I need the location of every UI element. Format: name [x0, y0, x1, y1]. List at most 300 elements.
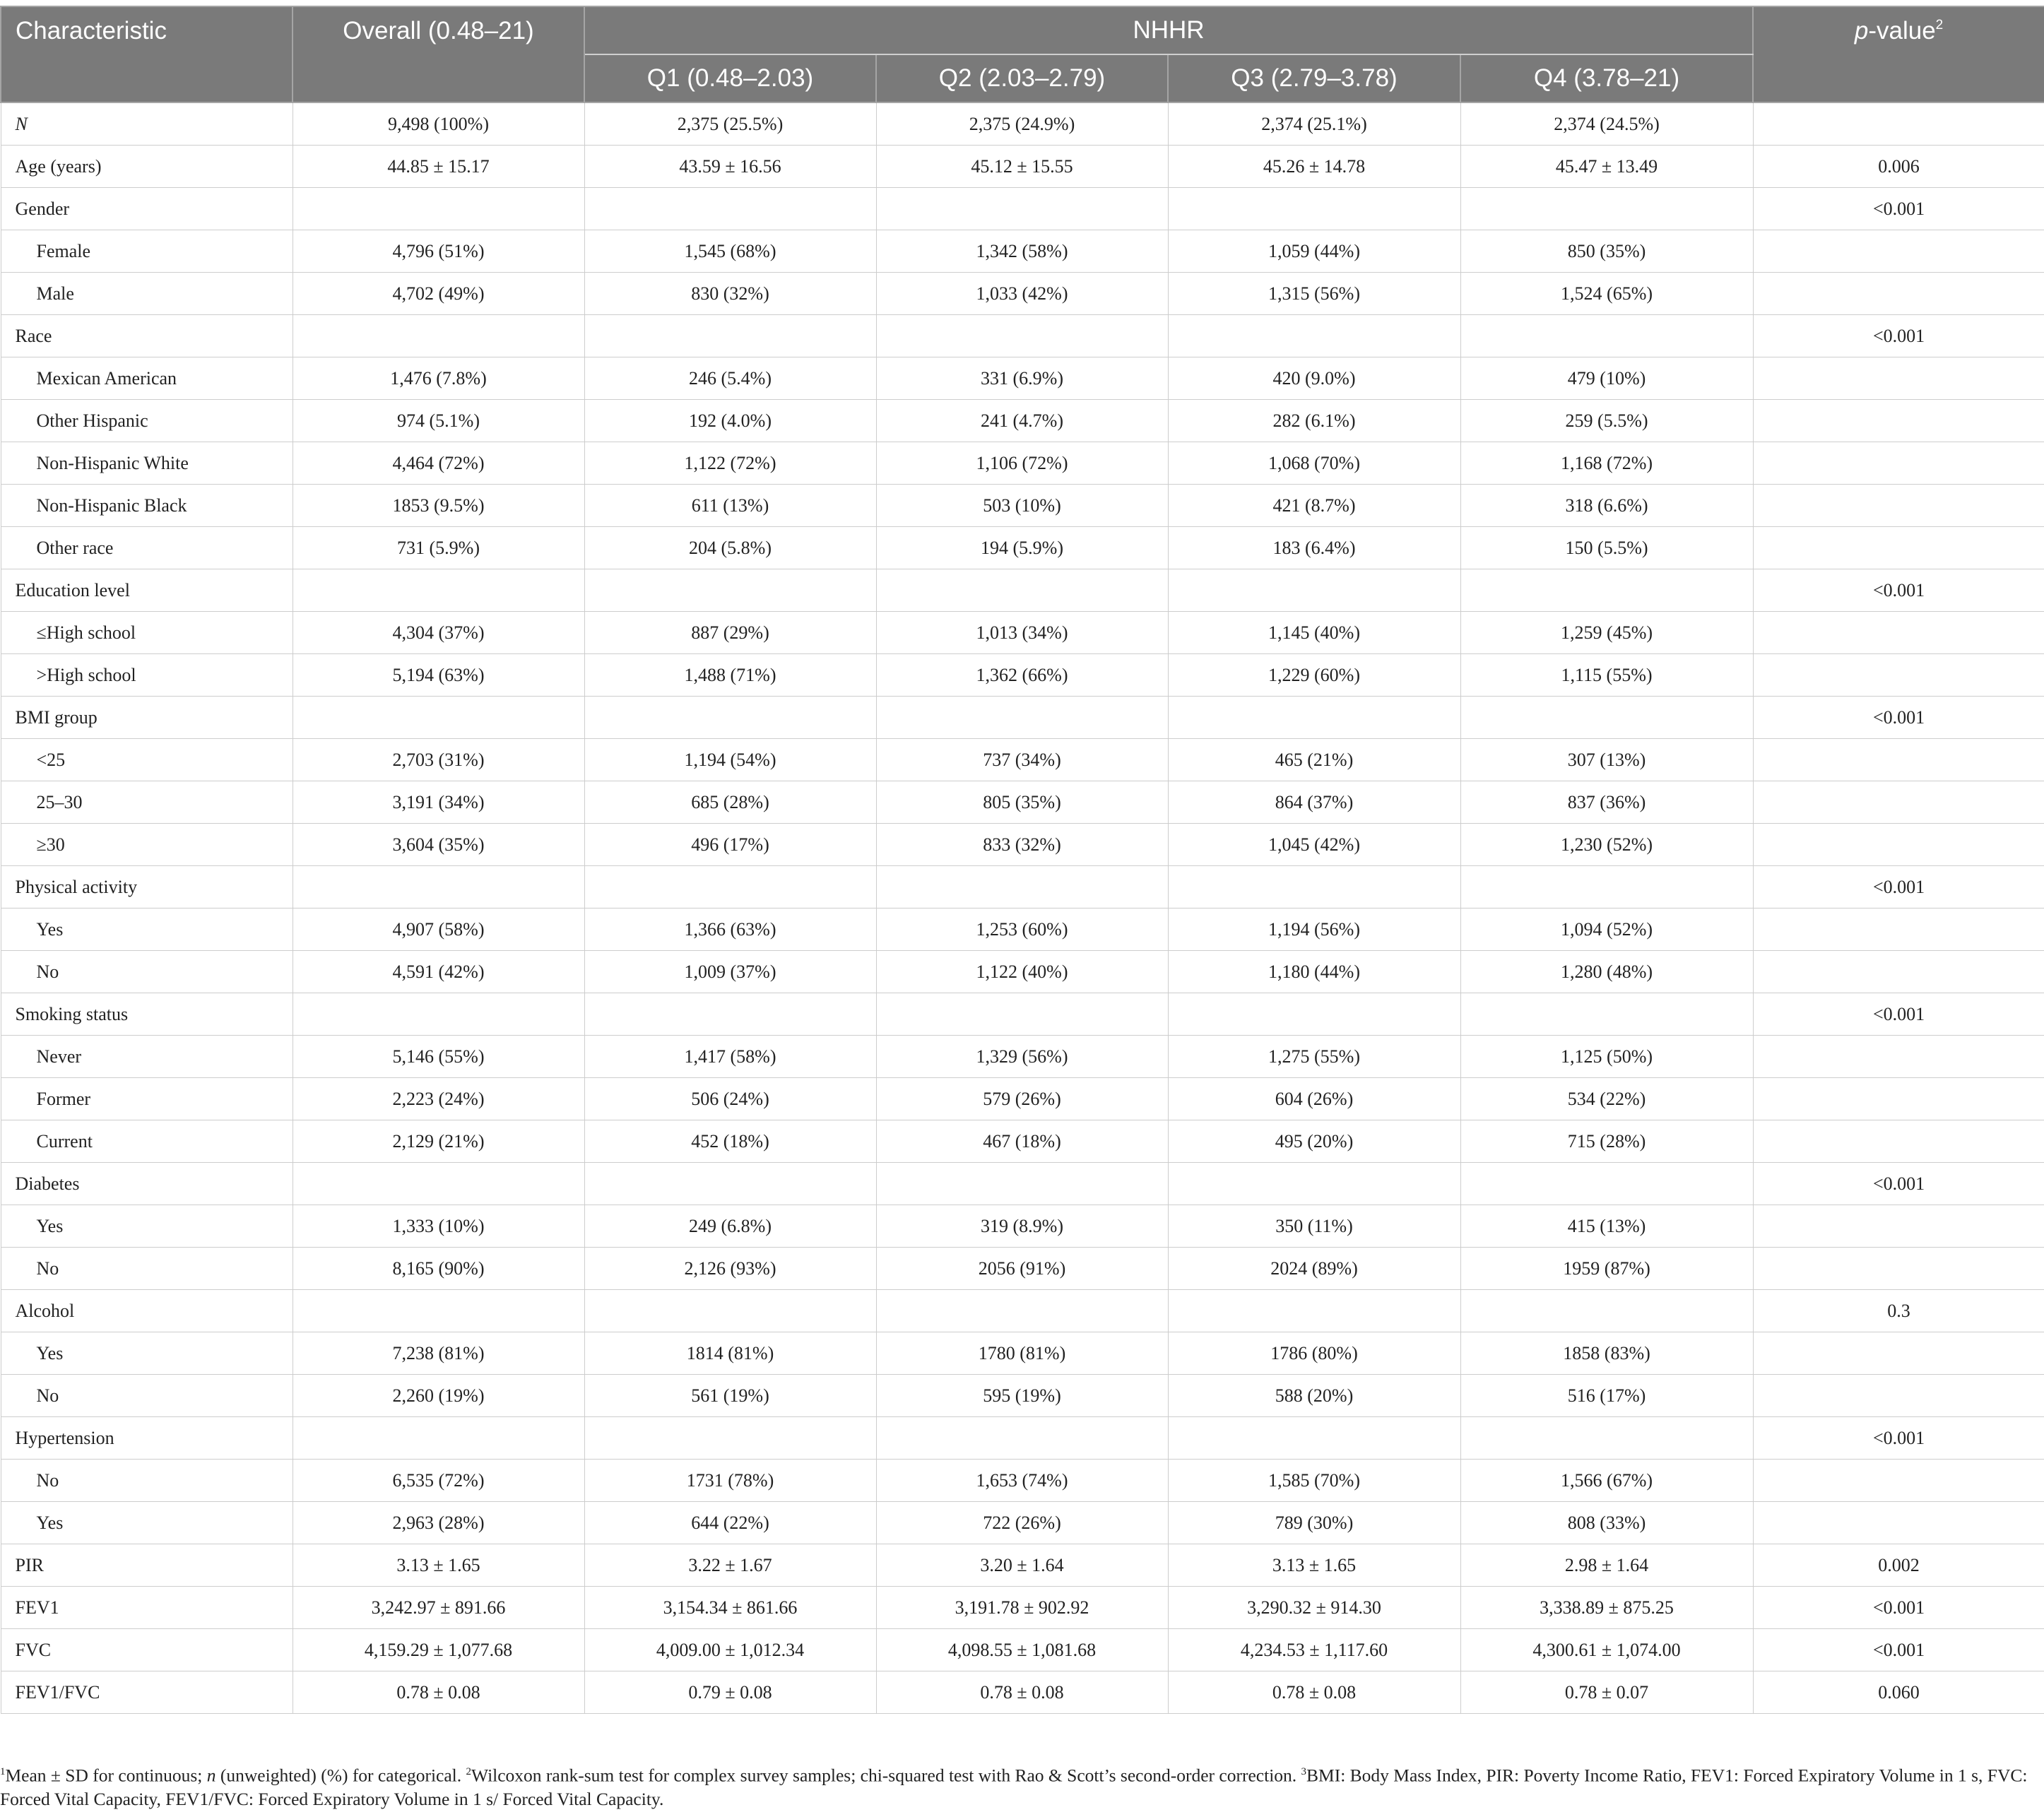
cell-q1 [584, 1417, 876, 1460]
cell-q2: 1,122 (40%) [876, 951, 1168, 993]
cell-q1: 561 (19%) [584, 1375, 876, 1417]
cell-q2: 3,191.78 ± 902.92 [876, 1587, 1168, 1629]
cell-q4: 1,115 (55%) [1460, 654, 1753, 697]
table-row [1, 866, 2044, 909]
table-row [1, 739, 2044, 781]
cell-p-value: <0.001 [1753, 315, 2044, 357]
cell-q1: 43.59 ± 16.56 [584, 146, 876, 188]
cell-q2: 2056 (91%) [876, 1248, 1168, 1290]
row-label: Education level [1, 569, 293, 612]
cell-q4 [1460, 993, 1753, 1036]
cell-q1 [584, 315, 876, 357]
cell-p-value: <0.001 [1753, 697, 2044, 739]
cell-p-value [1753, 442, 2044, 485]
header-pvalue-sup: 2 [1935, 18, 1944, 32]
cell-q1: 192 (4.0%) [584, 400, 876, 442]
cell-p-value [1753, 1502, 2044, 1544]
cell-q1: 249 (6.8%) [584, 1205, 876, 1248]
cell-q3: 3,290.32 ± 914.30 [1168, 1587, 1460, 1629]
cell-p-value [1753, 1036, 2044, 1078]
cell-overall: 0.78 ± 0.08 [293, 1671, 584, 1714]
table-row [1, 1078, 2044, 1120]
cell-p-value [1753, 357, 2044, 400]
cell-q2: 1,253 (60%) [876, 909, 1168, 951]
cell-q3: 45.26 ± 14.78 [1168, 146, 1460, 188]
cell-q1: 1814 (81%) [584, 1332, 876, 1375]
cell-overall: 974 (5.1%) [293, 400, 584, 442]
cell-q4: 1,566 (67%) [1460, 1460, 1753, 1502]
table-row [1, 697, 2044, 739]
table-row [1, 442, 2044, 485]
table-row [1, 1417, 2044, 1460]
cell-q3: 1,194 (56%) [1168, 909, 1460, 951]
cell-p-value [1753, 1120, 2044, 1163]
table-row [1, 1205, 2044, 1248]
row-label: Gender [1, 188, 293, 230]
cell-q1: 1,009 (37%) [584, 951, 876, 993]
cell-overall: 1,333 (10%) [293, 1205, 584, 1248]
footnote-sup-2: 2 [466, 1766, 472, 1777]
table-row [1, 612, 2044, 654]
cell-p-value: <0.001 [1753, 866, 2044, 909]
cell-q2 [876, 697, 1168, 739]
cell-p-value: <0.001 [1753, 188, 2044, 230]
row-label: Yes [1, 1332, 293, 1375]
cell-q2: 2,375 (24.9%) [876, 102, 1168, 146]
table-row [1, 527, 2044, 569]
cell-p-value: <0.001 [1753, 1417, 2044, 1460]
cell-overall: 4,304 (37%) [293, 612, 584, 654]
cell-p-value [1753, 1078, 2044, 1120]
cell-q4: 2.98 ± 1.64 [1460, 1544, 1753, 1587]
cell-q4: 479 (10%) [1460, 357, 1753, 400]
row-label: Physical activity [1, 866, 293, 909]
cell-q2: 722 (26%) [876, 1502, 1168, 1544]
cell-q3: 465 (21%) [1168, 739, 1460, 781]
cell-q3: 420 (9.0%) [1168, 357, 1460, 400]
table-row [1, 909, 2044, 951]
row-label: N [1, 102, 293, 146]
cell-q3: 1,059 (44%) [1168, 230, 1460, 273]
table-row [1, 569, 2044, 612]
row-label: 25–30 [1, 781, 293, 824]
cell-overall: 9,498 (100%) [293, 102, 584, 146]
cell-q3: 1,229 (60%) [1168, 654, 1460, 697]
header-pvalue-rest: -value [1868, 17, 1936, 45]
row-label: Hypertension [1, 1417, 293, 1460]
cell-p-value: 0.3 [1753, 1290, 2044, 1332]
cell-q1: 611 (13%) [584, 485, 876, 527]
row-label: Male [1, 273, 293, 315]
footnote-text-2: Wilcoxon rank-sum test for complex survey samples; chi-squared test with Rao & Scott’s second-order correction. [471, 1765, 1301, 1786]
row-label: No [1, 1248, 293, 1290]
cell-q3: 1,045 (42%) [1168, 824, 1460, 866]
cell-q4: 2,374 (24.5%) [1460, 102, 1753, 146]
footnote-text-3: BMI: Body Mass Index, PIR: Poverty Income Ratio, FEV1: Forced Expiratory Volume in 1 s, FVC: Forced Vital Capacity, FEV1/FVC: Forced Expiratory Volume in 1 s/ Forced Vital Capacity. [0, 1765, 2028, 1809]
cell-p-value [1753, 654, 2044, 697]
cell-q2: 1,362 (66%) [876, 654, 1168, 697]
cell-q1 [584, 569, 876, 612]
row-label: Smoking status [1, 993, 293, 1036]
row-label: >High school [1, 654, 293, 697]
cell-p-value [1753, 400, 2044, 442]
cell-q2: 503 (10%) [876, 485, 1168, 527]
cell-q4: 1,125 (50%) [1460, 1036, 1753, 1078]
cell-overall [293, 1290, 584, 1332]
cell-q1 [584, 697, 876, 739]
cell-q1: 204 (5.8%) [584, 527, 876, 569]
cell-overall: 2,703 (31%) [293, 739, 584, 781]
cell-overall: 4,907 (58%) [293, 909, 584, 951]
table-header [1, 6, 2044, 102]
cell-q3: 1,068 (70%) [1168, 442, 1460, 485]
row-label: BMI group [1, 697, 293, 739]
cell-q2: 1,342 (58%) [876, 230, 1168, 273]
cell-q1: 685 (28%) [584, 781, 876, 824]
table-row [1, 1120, 2044, 1163]
row-label: Yes [1, 1205, 293, 1248]
cell-p-value: <0.001 [1753, 1163, 2044, 1205]
footnote-sup-3: 3 [1301, 1766, 1307, 1777]
header-pvalue [1753, 6, 2044, 102]
cell-overall: 44.85 ± 15.17 [293, 146, 584, 188]
cell-q1: 2,126 (93%) [584, 1248, 876, 1290]
table-row [1, 781, 2044, 824]
cell-p-value [1753, 527, 2044, 569]
cell-overall: 1,476 (7.8%) [293, 357, 584, 400]
row-label: ≥30 [1, 824, 293, 866]
table-row [1, 1332, 2044, 1375]
cell-q4: 1959 (87%) [1460, 1248, 1753, 1290]
cell-overall: 4,702 (49%) [293, 273, 584, 315]
cell-q4 [1460, 866, 1753, 909]
cell-q2 [876, 188, 1168, 230]
table-footnote [0, 1760, 2038, 1811]
cell-q1: 1,545 (68%) [584, 230, 876, 273]
cell-p-value [1753, 230, 2044, 273]
cell-q3 [1168, 697, 1460, 739]
cell-q1: 1,488 (71%) [584, 654, 876, 697]
cell-q1: 1731 (78%) [584, 1460, 876, 1502]
cell-q1: 3,154.34 ± 861.66 [584, 1587, 876, 1629]
row-label: Female [1, 230, 293, 273]
table-row [1, 951, 2044, 993]
cell-p-value [1753, 1375, 2044, 1417]
footnote-text-1: Mean ± SD for continuous; [5, 1765, 207, 1786]
table-row [1, 188, 2044, 230]
cell-q3: 3.13 ± 1.65 [1168, 1544, 1460, 1587]
cell-overall: 2,129 (21%) [293, 1120, 584, 1163]
row-label: No [1, 1375, 293, 1417]
table-row [1, 1502, 2044, 1544]
cell-q4: 45.47 ± 13.49 [1460, 146, 1753, 188]
cell-q4: 1,280 (48%) [1460, 951, 1753, 993]
cell-q1: 4,009.00 ± 1,012.34 [584, 1629, 876, 1671]
row-label: Yes [1, 909, 293, 951]
cell-p-value: <0.001 [1753, 569, 2044, 612]
cell-q4: 259 (5.5%) [1460, 400, 1753, 442]
table-row [1, 146, 2044, 188]
cell-q3: 1,180 (44%) [1168, 951, 1460, 993]
cell-overall: 5,146 (55%) [293, 1036, 584, 1078]
cell-overall: 2,963 (28%) [293, 1502, 584, 1544]
cell-q4 [1460, 697, 1753, 739]
cell-q2 [876, 569, 1168, 612]
cell-overall [293, 993, 584, 1036]
cell-q2: 1,653 (74%) [876, 1460, 1168, 1502]
cell-q4: 1,230 (52%) [1460, 824, 1753, 866]
cell-overall: 3,242.97 ± 891.66 [293, 1587, 584, 1629]
cell-overall: 3,191 (34%) [293, 781, 584, 824]
cell-q2: 4,098.55 ± 1,081.68 [876, 1629, 1168, 1671]
cell-q4: 850 (35%) [1460, 230, 1753, 273]
cell-q2 [876, 1163, 1168, 1205]
cell-p-value [1753, 1332, 2044, 1375]
table-row [1, 1290, 2044, 1332]
cell-q2: 241 (4.7%) [876, 400, 1168, 442]
cell-overall [293, 697, 584, 739]
cell-q2: 1,106 (72%) [876, 442, 1168, 485]
cell-q4 [1460, 315, 1753, 357]
cell-overall: 2,223 (24%) [293, 1078, 584, 1120]
table-row [1, 993, 2044, 1036]
cell-q3: 789 (30%) [1168, 1502, 1460, 1544]
cell-q3 [1168, 569, 1460, 612]
cell-q4: 1858 (83%) [1460, 1332, 1753, 1375]
cell-overall [293, 569, 584, 612]
cell-q1 [584, 993, 876, 1036]
cell-overall [293, 1417, 584, 1460]
cell-p-value: <0.001 [1753, 1629, 2044, 1671]
cell-q4: 1,259 (45%) [1460, 612, 1753, 654]
cell-q1: 496 (17%) [584, 824, 876, 866]
table-row [1, 1375, 2044, 1417]
cell-overall [293, 1163, 584, 1205]
table-row [1, 1460, 2044, 1502]
cell-p-value [1753, 1460, 2044, 1502]
row-label: Alcohol [1, 1290, 293, 1332]
table-row [1, 1544, 2044, 1587]
cell-p-value [1753, 739, 2044, 781]
cell-q2: 1,033 (42%) [876, 273, 1168, 315]
cell-q3: 4,234.53 ± 1,117.60 [1168, 1629, 1460, 1671]
cell-q1 [584, 866, 876, 909]
cell-q3: 183 (6.4%) [1168, 527, 1460, 569]
cell-q1: 1,417 (58%) [584, 1036, 876, 1078]
cell-overall: 4,796 (51%) [293, 230, 584, 273]
cell-q4 [1460, 569, 1753, 612]
cell-q3: 0.78 ± 0.08 [1168, 1671, 1460, 1714]
row-label: PIR [1, 1544, 293, 1587]
cell-overall: 4,591 (42%) [293, 951, 584, 993]
cell-q2 [876, 315, 1168, 357]
table-row [1, 1248, 2044, 1290]
cell-overall [293, 866, 584, 909]
row-label: FVC [1, 1629, 293, 1671]
cell-q4: 318 (6.6%) [1460, 485, 1753, 527]
table-row [1, 1629, 2044, 1671]
cell-p-value: 0.006 [1753, 146, 2044, 188]
cell-q4: 1,168 (72%) [1460, 442, 1753, 485]
header-pvalue-p: p [1854, 17, 1869, 45]
cell-q1: 452 (18%) [584, 1120, 876, 1163]
cell-q4: 415 (13%) [1460, 1205, 1753, 1248]
footnote-text-1-rest: (unweighted) (%) for categorical. [215, 1765, 466, 1786]
header-nhhr: NHHR [584, 6, 1753, 54]
cell-q4 [1460, 1163, 1753, 1205]
cell-q3 [1168, 1417, 1460, 1460]
cell-q2: 319 (8.9%) [876, 1205, 1168, 1248]
cell-overall: 2,260 (19%) [293, 1375, 584, 1417]
cell-overall: 3,604 (35%) [293, 824, 584, 866]
cell-p-value [1753, 102, 2044, 146]
row-label: Yes [1, 1502, 293, 1544]
cell-q3 [1168, 866, 1460, 909]
characteristics-table [0, 6, 2044, 1714]
table-row [1, 824, 2044, 866]
row-label: Mexican American [1, 357, 293, 400]
cell-overall [293, 188, 584, 230]
cell-p-value [1753, 951, 2044, 993]
cell-q3 [1168, 315, 1460, 357]
cell-q4: 150 (5.5%) [1460, 527, 1753, 569]
row-label: Diabetes [1, 1163, 293, 1205]
header-characteristic: Characteristic [1, 6, 293, 102]
header-q3: Q3 (2.79–3.78) [1168, 54, 1460, 102]
row-label: Non-Hispanic Black [1, 485, 293, 527]
row-label: Other Hispanic [1, 400, 293, 442]
cell-q1: 3.22 ± 1.67 [584, 1544, 876, 1587]
cell-q2: 194 (5.9%) [876, 527, 1168, 569]
header-q1: Q1 (0.48–2.03) [584, 54, 876, 102]
row-label: Never [1, 1036, 293, 1078]
table-row [1, 315, 2044, 357]
row-label: Age (years) [1, 146, 293, 188]
cell-q3: 350 (11%) [1168, 1205, 1460, 1248]
cell-q4: 837 (36%) [1460, 781, 1753, 824]
cell-overall: 4,464 (72%) [293, 442, 584, 485]
cell-q3: 588 (20%) [1168, 1375, 1460, 1417]
row-label: FEV1/FVC [1, 1671, 293, 1714]
cell-q4: 516 (17%) [1460, 1375, 1753, 1417]
row-label: Current [1, 1120, 293, 1163]
cell-q3: 1786 (80%) [1168, 1332, 1460, 1375]
cell-q1: 246 (5.4%) [584, 357, 876, 400]
row-label: ≤High school [1, 612, 293, 654]
cell-q3: 864 (37%) [1168, 781, 1460, 824]
cell-q3: 2,374 (25.1%) [1168, 102, 1460, 146]
cell-q1: 1,122 (72%) [584, 442, 876, 485]
cell-q3 [1168, 993, 1460, 1036]
cell-p-value [1753, 273, 2044, 315]
cell-q4: 4,300.61 ± 1,074.00 [1460, 1629, 1753, 1671]
table-row [1, 1587, 2044, 1629]
row-label: No [1, 1460, 293, 1502]
cell-overall: 5,194 (63%) [293, 654, 584, 697]
cell-q4 [1460, 188, 1753, 230]
cell-q2 [876, 1417, 1168, 1460]
cell-overall: 8,165 (90%) [293, 1248, 584, 1290]
cell-q1: 1,194 (54%) [584, 739, 876, 781]
cell-q3: 604 (26%) [1168, 1078, 1460, 1120]
cell-overall: 1853 (9.5%) [293, 485, 584, 527]
table-row [1, 357, 2044, 400]
cell-q4: 0.78 ± 0.07 [1460, 1671, 1753, 1714]
cell-q3: 495 (20%) [1168, 1120, 1460, 1163]
cell-q3: 282 (6.1%) [1168, 400, 1460, 442]
cell-q3: 1,315 (56%) [1168, 273, 1460, 315]
cell-q1: 830 (32%) [584, 273, 876, 315]
cell-overall: 3.13 ± 1.65 [293, 1544, 584, 1587]
cell-q4: 3,338.89 ± 875.25 [1460, 1587, 1753, 1629]
cell-p-value [1753, 909, 2044, 951]
row-label: Non-Hispanic White [1, 442, 293, 485]
cell-p-value [1753, 612, 2044, 654]
cell-q1: 2,375 (25.5%) [584, 102, 876, 146]
cell-q4: 1,094 (52%) [1460, 909, 1753, 951]
table-row [1, 273, 2044, 315]
cell-q2: 467 (18%) [876, 1120, 1168, 1163]
cell-overall [293, 315, 584, 357]
cell-p-value: 0.060 [1753, 1671, 2044, 1714]
cell-q3: 2024 (89%) [1168, 1248, 1460, 1290]
cell-q2: 1,329 (56%) [876, 1036, 1168, 1078]
cell-q2: 45.12 ± 15.55 [876, 146, 1168, 188]
cell-p-value [1753, 1248, 2044, 1290]
cell-q3: 1,275 (55%) [1168, 1036, 1460, 1078]
cell-q3: 421 (8.7%) [1168, 485, 1460, 527]
cell-overall: 731 (5.9%) [293, 527, 584, 569]
cell-q1: 0.79 ± 0.08 [584, 1671, 876, 1714]
cell-p-value [1753, 485, 2044, 527]
cell-overall: 4,159.29 ± 1,077.68 [293, 1629, 584, 1671]
cell-q1 [584, 1290, 876, 1332]
cell-q2: 833 (32%) [876, 824, 1168, 866]
row-label: Race [1, 315, 293, 357]
row-label: Other race [1, 527, 293, 569]
table-row [1, 485, 2044, 527]
cell-q2 [876, 866, 1168, 909]
cell-overall: 7,238 (81%) [293, 1332, 584, 1375]
cell-q2: 0.78 ± 0.08 [876, 1671, 1168, 1714]
cell-q1 [584, 1163, 876, 1205]
cell-q2: 1780 (81%) [876, 1332, 1168, 1375]
cell-q2: 3.20 ± 1.64 [876, 1544, 1168, 1587]
cell-q3 [1168, 1290, 1460, 1332]
table-row [1, 1671, 2044, 1714]
cell-q2: 1,013 (34%) [876, 612, 1168, 654]
cell-q2 [876, 1290, 1168, 1332]
table-row [1, 654, 2044, 697]
table-row [1, 102, 2044, 146]
cell-q2: 331 (6.9%) [876, 357, 1168, 400]
table-row [1, 230, 2044, 273]
cell-q1: 887 (29%) [584, 612, 876, 654]
header-q2: Q2 (2.03–2.79) [876, 54, 1168, 102]
cell-q4: 307 (13%) [1460, 739, 1753, 781]
row-label: No [1, 951, 293, 993]
cell-p-value [1753, 781, 2044, 824]
cell-q2 [876, 993, 1168, 1036]
cell-q4: 808 (33%) [1460, 1502, 1753, 1544]
cell-q1: 644 (22%) [584, 1502, 876, 1544]
header-overall: Overall (0.48–21) [293, 6, 584, 102]
footnote-text-1-italic: n [206, 1765, 216, 1786]
cell-q3 [1168, 188, 1460, 230]
row-label: <25 [1, 739, 293, 781]
row-label: Former [1, 1078, 293, 1120]
cell-q2: 737 (34%) [876, 739, 1168, 781]
